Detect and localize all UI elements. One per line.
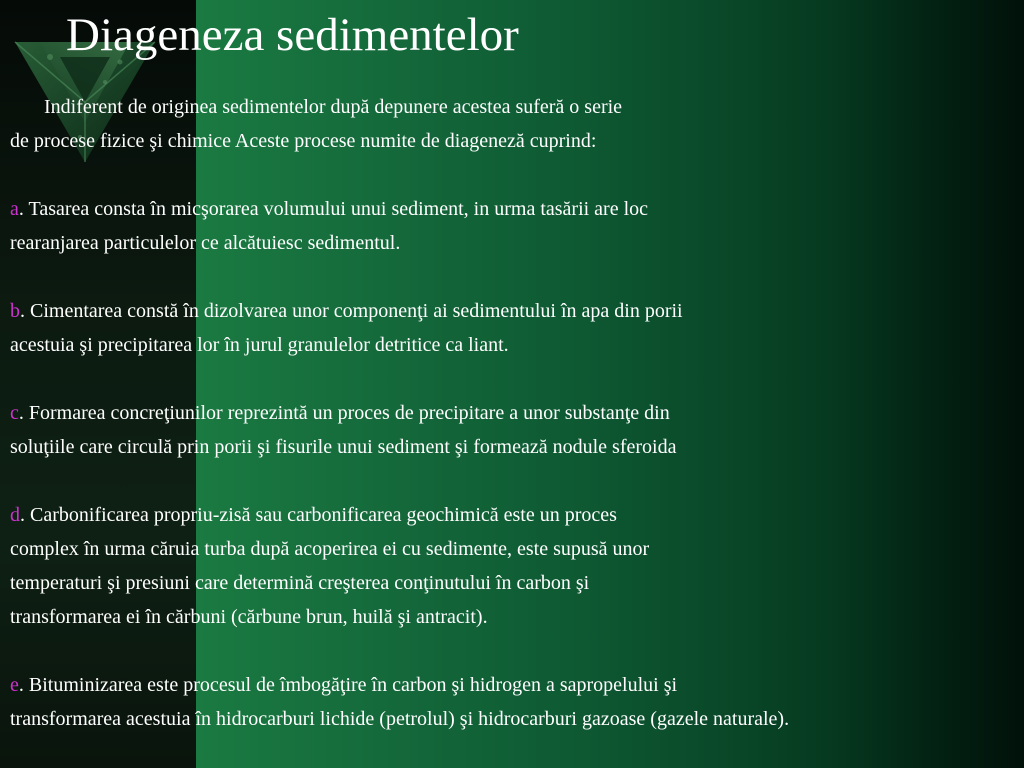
item-line [10, 498, 1015, 532]
item-line: transformarea ei în cărbuni (cărbune brun, huilă şi antracit). [10, 606, 488, 628]
spacer [10, 464, 1015, 498]
list-item-c [10, 396, 1015, 464]
intro-line: de procese fizice şi chimice Aceste procese numite de diageneză cuprind: [10, 130, 597, 152]
item-line [10, 396, 1015, 430]
item-text: . Cimentarea constă în dizolvarea unor componenţi ai sedimentului în apa din porii [20, 300, 683, 322]
list-item-d [10, 498, 1015, 634]
item-letter: a [10, 198, 19, 220]
item-line [10, 192, 1015, 226]
item-letter: b [10, 300, 20, 322]
item-line: acestuia şi precipitarea lor în jurul granulelor detritice ca liant. [10, 334, 509, 356]
item-letter: e [10, 674, 19, 696]
spacer [10, 158, 1015, 192]
item-line: transformarea acestuia în hidrocarburi lichide (petrolul) şi hidrocarburi gazoase (gazele naturale). [10, 708, 790, 730]
item-text: . Formarea concreţiunilor reprezintă un proces de precipitare a unor substanţe din [18, 402, 670, 424]
item-text: . Carbonificarea propriu-zisă sau carbonificarea geochimică este un proces [20, 504, 617, 526]
spacer [10, 362, 1015, 396]
item-line: temperaturi şi presiuni care determină creşterea conţinutului în carbon şi [10, 572, 590, 594]
item-text: . Bituminizarea este procesul de îmbogăţire în carbon şi hidrogen a sapropelului şi [18, 674, 678, 696]
item-line: soluţiile care circulă prin porii şi fisurile unui sediment şi formează nodule sferoida [10, 436, 677, 458]
item-letter: c [10, 402, 19, 424]
item-line: rearanjarea particulelor ce alcătuiesc sedimentul. [10, 232, 401, 254]
intro-line: Indiferent de originea sedimentelor după depunere acestea suferă o serie [44, 96, 623, 118]
item-line [10, 294, 1015, 328]
item-text: . Tasarea consta în micşorarea volumului unui sediment, in urma tasării are loc [18, 198, 649, 220]
spacer [10, 634, 1015, 668]
intro-paragraph [10, 90, 1015, 158]
item-line: complex în urma căruia turba după acoperirea ei cu sedimente, este supusă unor [10, 538, 650, 560]
item-line [10, 668, 1015, 702]
spacer [10, 260, 1015, 294]
list-item-e [10, 668, 1015, 736]
list-item-b [10, 294, 1015, 362]
slide-title: Diageneza sedimentelor [66, 9, 519, 61]
item-letter: d [10, 504, 20, 526]
list-item-a [10, 192, 1015, 260]
slide-body [10, 90, 1015, 736]
